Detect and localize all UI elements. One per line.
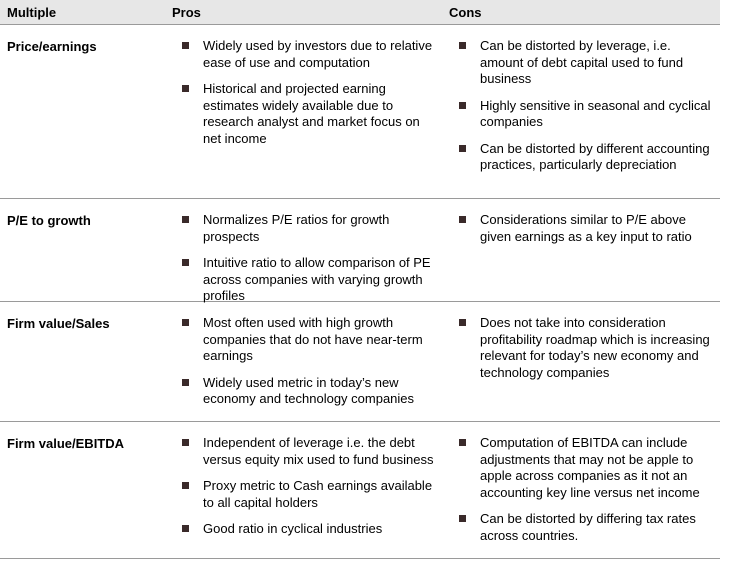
list-item — [181, 38, 439, 71]
pros-list — [181, 212, 439, 315]
row-label: Price/earnings — [7, 39, 97, 54]
square-bullet-icon — [459, 145, 466, 152]
square-bullet-icon — [182, 216, 189, 223]
table-header — [0, 0, 720, 25]
list-item — [181, 478, 439, 511]
list-item-text: Computation of EBITDA can include adjustments that may not be apple to apple across companies as it not an accounting key line versus net income — [480, 435, 700, 500]
square-bullet-icon — [182, 379, 189, 386]
list-item — [181, 521, 439, 538]
list-item-text: Widely used metric in today’s new economy and technology companies — [203, 374, 415, 406]
cons-list — [458, 435, 716, 554]
header-multiple: Multiple — [7, 5, 57, 20]
list-item — [458, 98, 716, 131]
square-bullet-icon — [182, 85, 189, 92]
square-bullet-icon — [182, 525, 189, 532]
list-item — [458, 315, 716, 381]
list-item — [458, 212, 716, 245]
list-item-text: Historical and projected earning estimates widely available due to research analyst and market focus on net income — [203, 81, 420, 146]
cons-list — [458, 315, 716, 391]
list-item-text: Can be distorted by different accounting practices, particularly depreciation — [480, 140, 710, 172]
list-item — [181, 375, 439, 408]
square-bullet-icon — [459, 439, 466, 446]
list-item — [181, 212, 439, 245]
list-item-text: Widely used by investors due to relative ease of use and computation — [203, 38, 433, 70]
list-item — [181, 315, 439, 365]
list-item-text: Highly sensitive in seasonal and cyclical companies — [480, 97, 711, 129]
square-bullet-icon — [459, 515, 466, 522]
list-item — [181, 435, 439, 468]
square-bullet-icon — [459, 42, 466, 49]
list-item-text: Intuitive ratio to allow comparison of PE across companies with varying growth profiles — [203, 255, 431, 303]
square-bullet-icon — [182, 42, 189, 49]
square-bullet-icon — [182, 319, 189, 326]
square-bullet-icon — [182, 482, 189, 489]
list-item — [458, 141, 716, 174]
list-item — [181, 255, 439, 305]
table-row-firm-value-ebitda — [0, 422, 720, 559]
square-bullet-icon — [182, 439, 189, 446]
list-item — [458, 435, 716, 501]
list-item-text: Independent of leverage i.e. the debt versus equity mix used to fund business — [203, 435, 434, 467]
cons-list — [458, 38, 716, 184]
list-item — [458, 38, 716, 88]
table-row-pe-to-growth — [0, 199, 720, 302]
table-row-price-earnings — [0, 25, 720, 199]
list-item-text: Proxy metric to Cash earnings available to all capital holders — [203, 478, 433, 510]
row-label: Firm value/Sales — [7, 316, 110, 331]
list-item — [181, 81, 439, 147]
header-pros: Pros — [172, 5, 201, 20]
pros-list — [181, 435, 439, 548]
list-item-text: Does not take into consideration profitability roadmap which is increasing relevant for today’s new economy and technology companies — [480, 315, 710, 380]
square-bullet-icon — [459, 102, 466, 109]
list-item-text: Considerations similar to P/E above given earnings as a key input to ratio — [480, 212, 692, 244]
header-cons: Cons — [449, 5, 482, 20]
pros-list — [181, 38, 439, 157]
row-label: Firm value/EBITDA — [7, 436, 125, 451]
square-bullet-icon — [459, 319, 466, 326]
list-item — [458, 511, 716, 544]
list-item-text: Normalizes P/E ratios for growth prospects — [203, 212, 390, 244]
cons-list — [458, 212, 716, 255]
row-label: P/E to growth — [7, 213, 91, 228]
list-item-text: Can be distorted by leverage, i.e. amount of debt capital used to fund business — [480, 38, 684, 86]
list-item-text: Can be distorted by differing tax rates across countries. — [480, 511, 696, 543]
square-bullet-icon — [459, 216, 466, 223]
square-bullet-icon — [182, 259, 189, 266]
pros-list — [181, 315, 439, 418]
table-row-firm-value-sales — [0, 302, 720, 422]
list-item-text: Good ratio in cyclical industries — [203, 521, 383, 536]
list-item-text: Most often used with high growth companies that do not have near-term earnings — [203, 315, 423, 363]
